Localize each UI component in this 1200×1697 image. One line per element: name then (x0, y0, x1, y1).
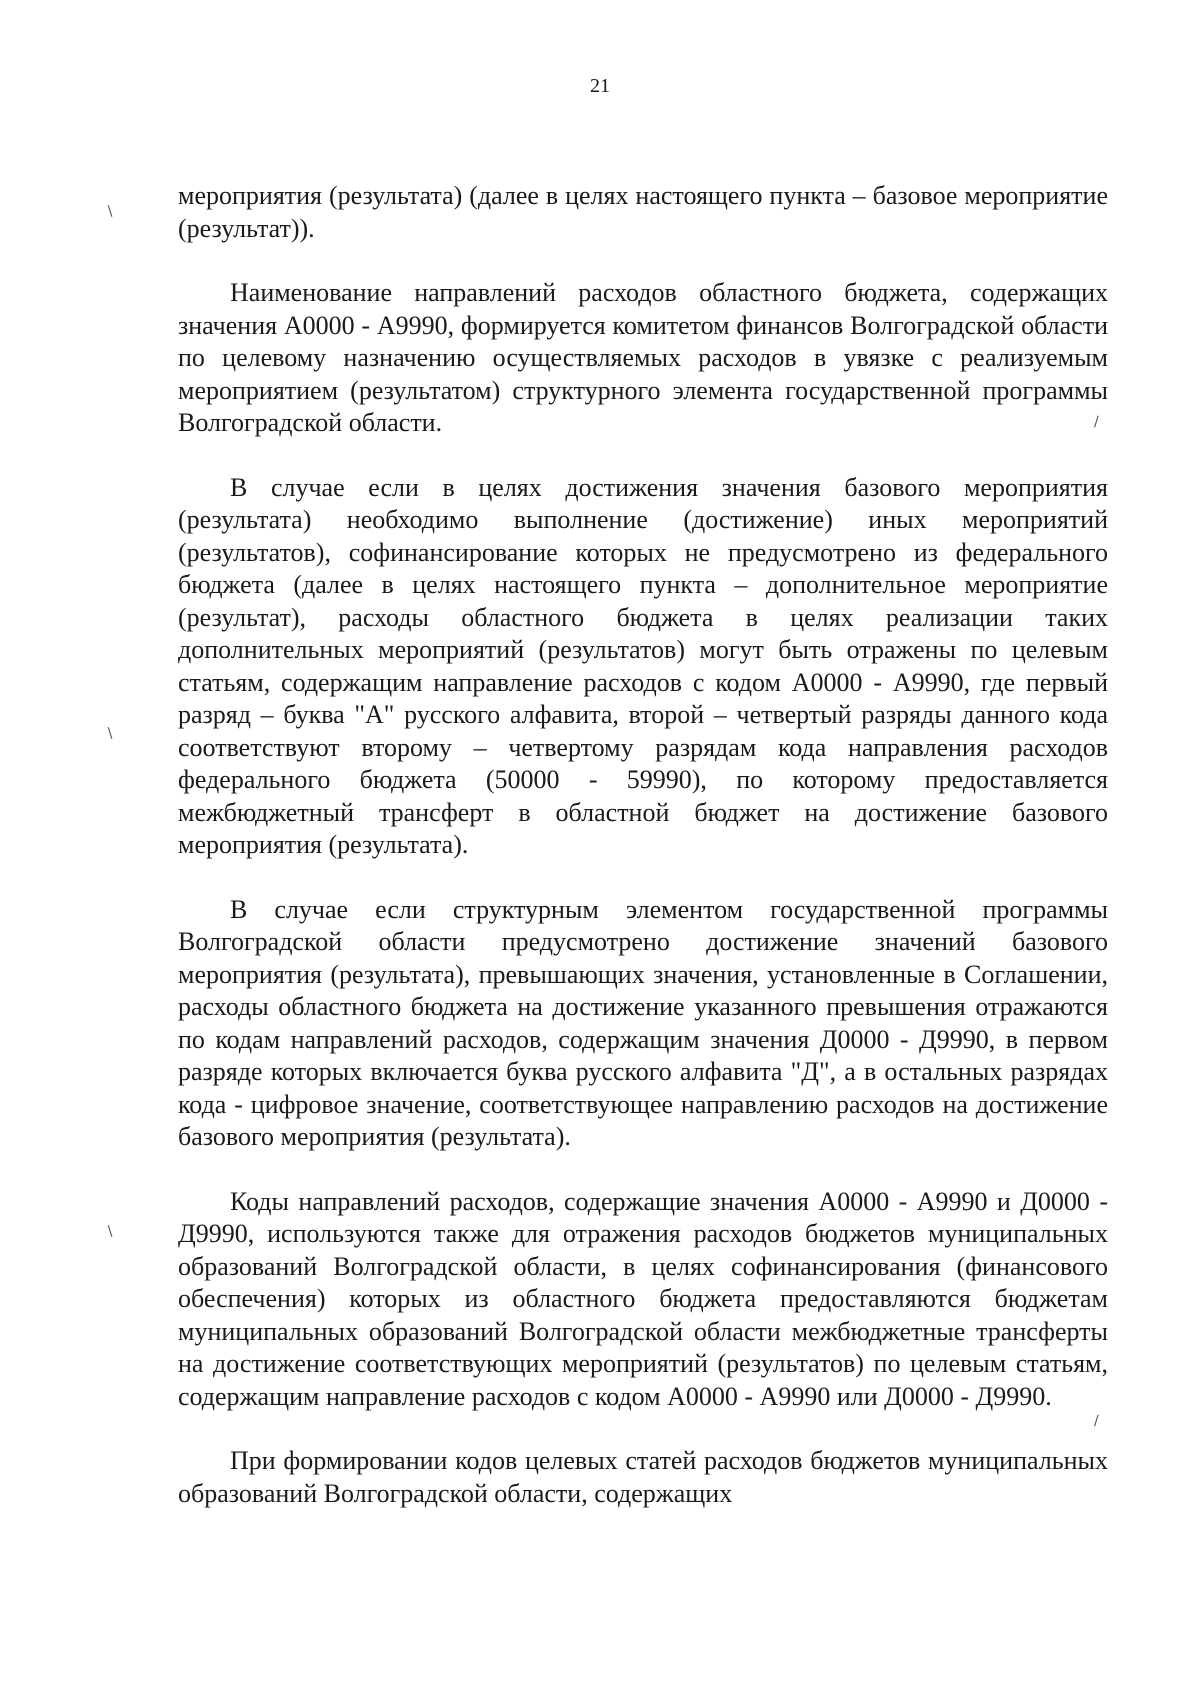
scan-mark: ∖ (105, 1224, 114, 1240)
scan-mark: ∕ (1094, 1413, 1099, 1429)
paragraph: Коды направлений расходов, содержащие значения А0000 - А9990 и Д0000 - Д9990, используются также для отражения расходов бюджетов муниципальных образований Волгоградской области, в целях софинансирования (финансового обеспечения) которых из областного бюджета предоставляются бюджетам муниципальных образований Волгоградской области межбюджетные трансферты на достижение соответствующих мероприятий (результатов) по целевым статьям, содержащим направление расходов с кодом А0000 - А9990 или Д0000 - Д9990. (178, 1186, 1108, 1411)
paragraph: При формировании кодов целевых статей расходов бюджетов муниципальных образований Волгоградской области, содержащих (178, 1446, 1108, 1508)
paragraph: Наименование направлений расходов областного бюджета, содержащих значения А0000 - А9990, формируется комитетом финансов Волгоградской области по целевому назначению осуществляемых расходов в увязке с реализуемым мероприятием (результатом) структурного элемента государственной программы Волгоградской области. (178, 278, 1108, 437)
scan-mark: ∖ (105, 204, 114, 220)
scan-mark: ∕ (1094, 414, 1099, 430)
paragraph: В случае если в целях достижения значения базового мероприятия (результата) необходимо выполнение (достижение) иных мероприятий (результатов), софинансирование которых не предусмотрено из федерального бюджета (далее в целях настоящего пункта – дополнительное мероприятие (результат), расходы областного бюджета в целях реализации таких дополнительных мероприятий (результатов) могут быть отражены по целевым статьям, содержащим направление расходов с кодом А0000 - А9990, где первый разряд – буква "А" русского алфавита, второй – четвертый разряды данного кода соответствуют второму – четвертому разрядам кода направления расходов федерального бюджета (50000 - 59990), по которому предоставляется межбюджетный трансферт в областной бюджет на достижение базового мероприятия (результата). (178, 472, 1108, 859)
paragraph: В случае если структурным элементом государственной программы Волгоградской области предусмотрено достижение значений базового мероприятия (результата), превышающих значения, установленные в Соглашении, расходы областного бюджета на достижение указанного превышения отражаются по кодам направлений расходов, содержащим значения Д0000 - Д9990, в первом разряде которых включается буква русского алфавита "Д", а в остальных разрядах кода - цифровое значение, соответствующее направлению расходов на достижение базового мероприятия (результата). (178, 894, 1108, 1151)
paragraph-continuation: мероприятия (результата) (далее в целях настоящего пункта – базовое мероприятие (результат)). (178, 181, 1108, 243)
document-body (178, 180, 1108, 1510)
scan-mark: ∖ (105, 726, 114, 742)
page-number: 21 (590, 75, 610, 97)
